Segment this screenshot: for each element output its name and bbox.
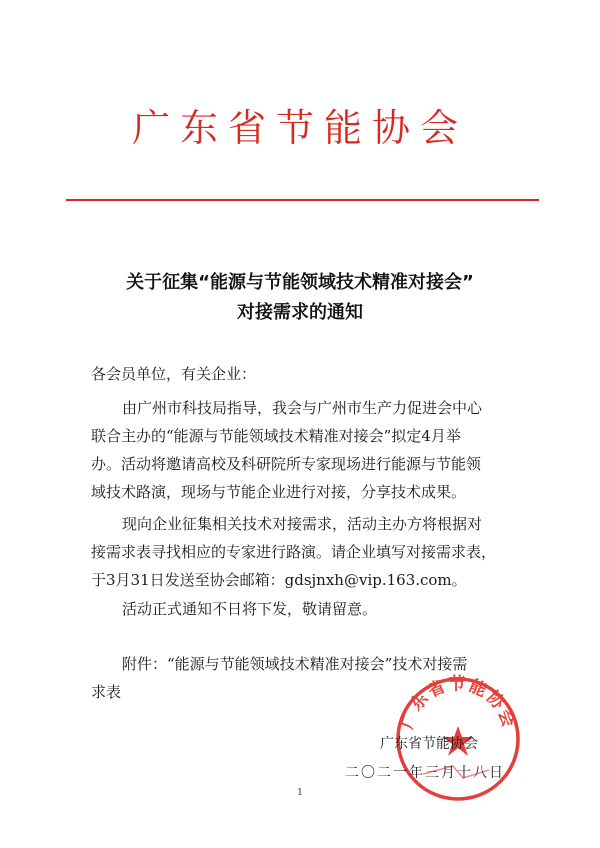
seal-text: 广东省节能协会 [397, 674, 519, 732]
paragraph-1 [91, 394, 521, 506]
paragraph-line: 现向企业征集相关技术对接需求，活动主办方将根据对 [122, 515, 483, 533]
notice-title-line1: 关于征集“能源与节能领域技术精准对接会” [126, 272, 474, 293]
signature-date: 二〇二一年三月十八日 [345, 765, 505, 781]
paragraph-3 [91, 595, 521, 623]
paragraph-2 [91, 510, 521, 594]
paragraph-line: 活动正式通知不日将下发，敬请留意。 [122, 600, 378, 618]
paragraph-line: 由广州市科技局指导，我会与广州市生产力促进会中心 [122, 399, 483, 417]
paragraph-line: 于3月31日发送至协会邮箱：gdsjnxh@vip.163.com。 [91, 571, 467, 589]
paragraph-line: 联合主办的“能源与节能领域技术精准对接会”拟定4月举 [91, 427, 461, 445]
letterhead-divider [66, 199, 539, 201]
notice-title-line2: 对接需求的通知 [237, 302, 363, 323]
svg-text:广东省节能协会 [396, 674, 520, 731]
attachment-line: 求表 [91, 683, 122, 701]
letterhead-title: 广东省节能协会 [131, 106, 468, 150]
paragraph-line: 办。活动将邀请高校及科研院所专家现场进行能源与节能领 [91, 455, 482, 473]
salutation: 各会员单位，有关企业： [91, 365, 257, 383]
page-number: 1 [297, 788, 303, 798]
paragraph-line: 域技术路演，现场与节能企业进行对接，分享技术成果。 [91, 483, 467, 501]
attachment-line: 附件：“能源与节能领域技术精准对接会”技术对接需 [122, 655, 468, 673]
paragraph-line: 接需求表寻找相应的专家进行路演。请企业填写对接需求表， [91, 543, 497, 561]
signature-org: 广东省节能协会 [380, 736, 478, 752]
